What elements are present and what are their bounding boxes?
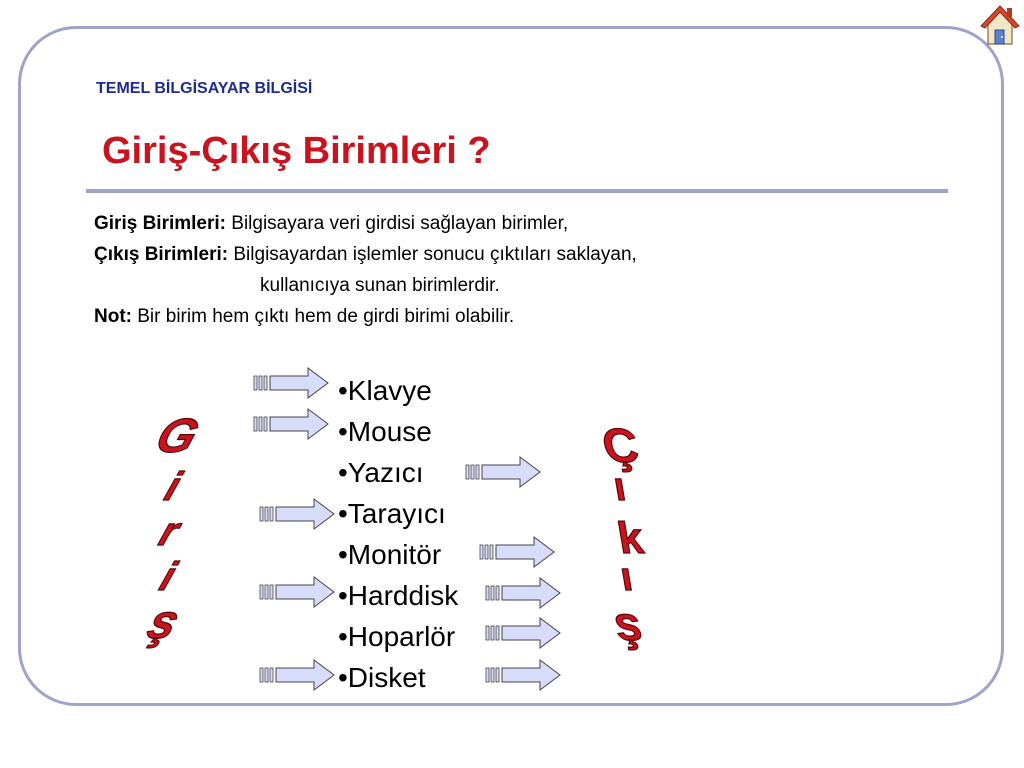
device-item-tarayici: •Tarayıcı bbox=[338, 498, 446, 529]
wordart-cikis-letter: ı bbox=[612, 554, 640, 599]
wordart-cikis-letter: ş bbox=[603, 596, 651, 651]
output-arrow-harddisk bbox=[486, 578, 560, 608]
wordart-cikis-letter: ı bbox=[605, 464, 633, 509]
note-label: Not: bbox=[94, 306, 132, 327]
wordart-giris-letter: G bbox=[148, 408, 207, 463]
wordart-giris-letter: r bbox=[153, 509, 186, 554]
wordart-cikis bbox=[593, 418, 654, 650]
input-arrow-klavye bbox=[254, 368, 328, 398]
output-arrow-hoparlor bbox=[486, 618, 560, 648]
output-label: Çıkış Birimleri: bbox=[94, 244, 229, 265]
output-arrow-monitor bbox=[480, 537, 554, 567]
input-arrow-mouse bbox=[254, 409, 328, 439]
device-item-mouse: •Mouse bbox=[338, 416, 432, 447]
device-item-hoparlor: •Hoparlör bbox=[338, 621, 456, 652]
output-arrow-yazici bbox=[466, 457, 540, 487]
device-item-monitor: •Monitör bbox=[338, 539, 442, 570]
device-item-klavye: •Klavye bbox=[338, 375, 432, 406]
wordart-giris bbox=[141, 408, 206, 648]
input-arrow-disket bbox=[260, 660, 334, 690]
output-definition-cont: kullanıcıya sunan birimlerdir. bbox=[260, 275, 500, 296]
header-title: TEMEL BİLGİSAYAR BİLGİSİ bbox=[96, 80, 313, 97]
output-arrow-disket bbox=[486, 660, 560, 690]
input-label: Giriş Birimleri: bbox=[94, 213, 226, 234]
wordart-cikis-letter: Ç bbox=[592, 418, 648, 473]
wordart-giris-letter: i bbox=[159, 464, 187, 509]
device-item-yazici: •Yazıcı bbox=[338, 457, 424, 488]
wordart-giris-letter: i bbox=[154, 554, 182, 599]
slide-title: Giriş-Çıkış Birimleri ? bbox=[102, 130, 491, 172]
note-text: Bir birim hem çıktı hem de girdi birimi olabilir. bbox=[131, 306, 515, 327]
input-text: Bilgisayara veri girdisi sağlayan birimler, bbox=[226, 213, 569, 234]
wordart-cikis-letter: k bbox=[608, 513, 652, 563]
device-item-harddisk: •Harddisk bbox=[338, 580, 459, 611]
input-arrow-tarayici bbox=[260, 499, 334, 529]
input-arrow-harddisk bbox=[260, 577, 334, 607]
device-item-disket: •Disket bbox=[338, 662, 426, 693]
output-text: Bilgisayardan işlemler sonucu çıktıları saklayan, bbox=[228, 244, 637, 265]
wordart-giris-letter: ş bbox=[140, 594, 187, 649]
